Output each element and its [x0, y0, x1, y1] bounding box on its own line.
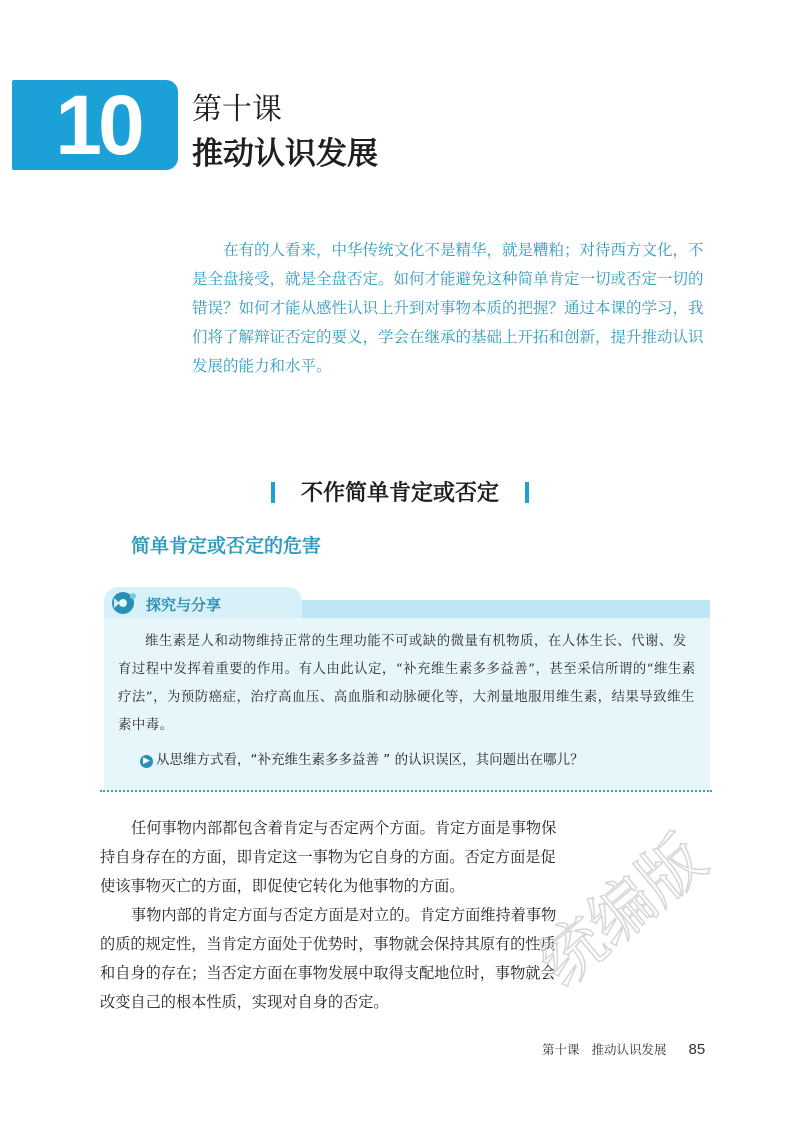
body-paragraph: 事物内部的肯定方面与否定方面是对立的。肯定方面维持着事物的质的规定性，当肯定方面处于优势时，事物就会保持其原有的性质和自身的存在；当否定方面在事物发展中取得支配地位时，事物就会改变自己的根本性质，实现对自身的否定。	[100, 906, 557, 1011]
footer-title: 推动认识发展	[591, 1042, 667, 1057]
explore-text: 维生素是人和动物维持正常的生理功能不可或缺的微量有机物质，在人体生长、代谢、发育过程中发挥着重要的作用。有人由此认定，“补充维生素多多益善”，甚至采信所谓的“维生素疗法”，为预防癌症，治疗高血压、高血脂和动脉硬化等，大剂量地服用维生素，结果导致维生素中毒。	[118, 634, 696, 733]
page-number: 85	[688, 1041, 706, 1058]
body-paragraph: 任何事物内部都包含着肯定与否定两个方面。肯定方面是事物保持自身存在的方面，即肯定这一事物为它自身的方面。否定方面是促使该事物灭亡的方面，即促使它转化为他事物的方面。	[100, 819, 557, 895]
explore-title: 探究与分享	[146, 596, 222, 614]
watermark-text: 统编版	[525, 821, 721, 1002]
play-arrow-icon: ▶	[140, 755, 153, 768]
section-bar-left	[271, 482, 275, 503]
lesson-label: 第十课	[192, 92, 282, 127]
section-bar-right	[525, 482, 529, 503]
subsection-title: 简单肯定或否定的危害	[131, 535, 322, 557]
dotted-divider	[100, 790, 712, 792]
explore-question	[140, 748, 584, 768]
lesson-title: 推动认识发展	[192, 136, 378, 172]
footer-lesson: 第十课	[542, 1042, 580, 1057]
section-title: 不作简单肯定或否定	[300, 481, 499, 506]
explore-share-icon	[110, 590, 138, 616]
body-text	[100, 814, 560, 1017]
question-text: 从思维方式看，“补充维生素多多益善 ” 的认识误区，其问题出在哪儿？	[156, 752, 584, 768]
lesson-number-badge: 10	[12, 80, 178, 170]
section-heading	[0, 476, 800, 507]
lesson-intro: 在有的人看来，中华传统文化不是精华，就是糟粕；对待西方文化，不是全盘接受，就是全盘否定。如何才能避免这种简单肯定一切或否定一切的错误？如何才能从感性认识上升到对事物本质的把握？通过本课的学习，我们将了解辩证否定的要义，学会在继承的基础上开拓和创新，提升推动认识发展的能力和水平。	[192, 241, 704, 375]
page-footer	[542, 1040, 705, 1058]
